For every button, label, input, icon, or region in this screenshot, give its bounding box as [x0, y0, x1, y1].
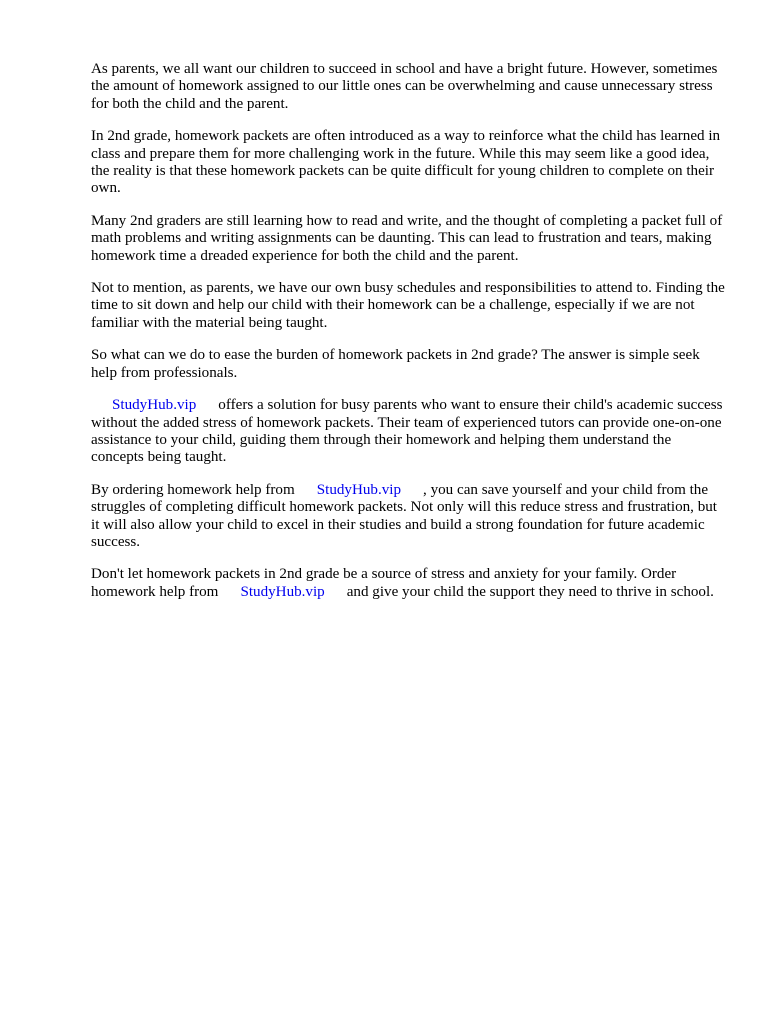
paragraph-text: By ordering homework help from [91, 481, 295, 498]
studyhub-link[interactable]: StudyHub.vip [316, 481, 402, 498]
paragraph-homework-packets: In 2nd grade, homework packets are often introduced as a way to reinforce what the child has learned in class and prepare them for more challenging work in the future. While this may seem like a good idea, the reality is that these homework packets can be quite difficult for young children to complete on their own. [91, 128, 721, 197]
paragraph-intro: As parents, we all want our children to succeed in school and have a bright future. However, sometimes the amount of homework assigned to our little ones can be overwhelming and cause unnecessary stress for both the child and the parent. [91, 61, 718, 112]
paragraph-text: Don't let homework packets in 2nd grade be a source of stress and anxiety for your family. Order homework help from [91, 566, 677, 600]
paragraph-busy-parents: Not to mention, as parents, we have our own busy schedules and responsibilities to attend to. Finding the time to sit down and help our child with their homework can be a challenge, especially if we are not familiar with the material being taught. [91, 280, 725, 331]
studyhub-link[interactable]: StudyHub.vip [112, 397, 197, 414]
paragraph-text: and give your child the support they need to thrive in school. [346, 583, 714, 600]
paragraph-learning-difficulty: Many 2nd graders are still learning how to read and write, and the thought of completing a packet full of math problems and writing assignments can be daunting. This can lead to frustration and tears, making homework time a dreaded experience for both the child and the parent. [91, 212, 723, 264]
paragraph-text: offers a solution for busy parents who want to ensure their child's academic success without the added stress of homework packets. Their team of experienced tutors can provide one-on-one assistance to your child, guiding them through their homework and helping them understand the concepts being taught. [91, 397, 723, 466]
paragraph-ordering-help [91, 482, 727, 552]
paragraph-seek-help: So what can we do to ease the burden of homework packets in 2nd grade? The answer is simple seek help from professionals. [91, 347, 700, 381]
paragraph-studyhub-solution [91, 397, 727, 467]
studyhub-link[interactable]: StudyHub.vip [240, 583, 325, 600]
paragraph-closing [91, 566, 727, 601]
paragraph-text: , you can save yourself and your child from the struggles of completing difficult homework packets. Not only will this reduce stress and frustration, but it will also allow your child to excel in their studies and build a strong foundation for future academic success. [91, 481, 717, 550]
document-page [91, 61, 727, 616]
